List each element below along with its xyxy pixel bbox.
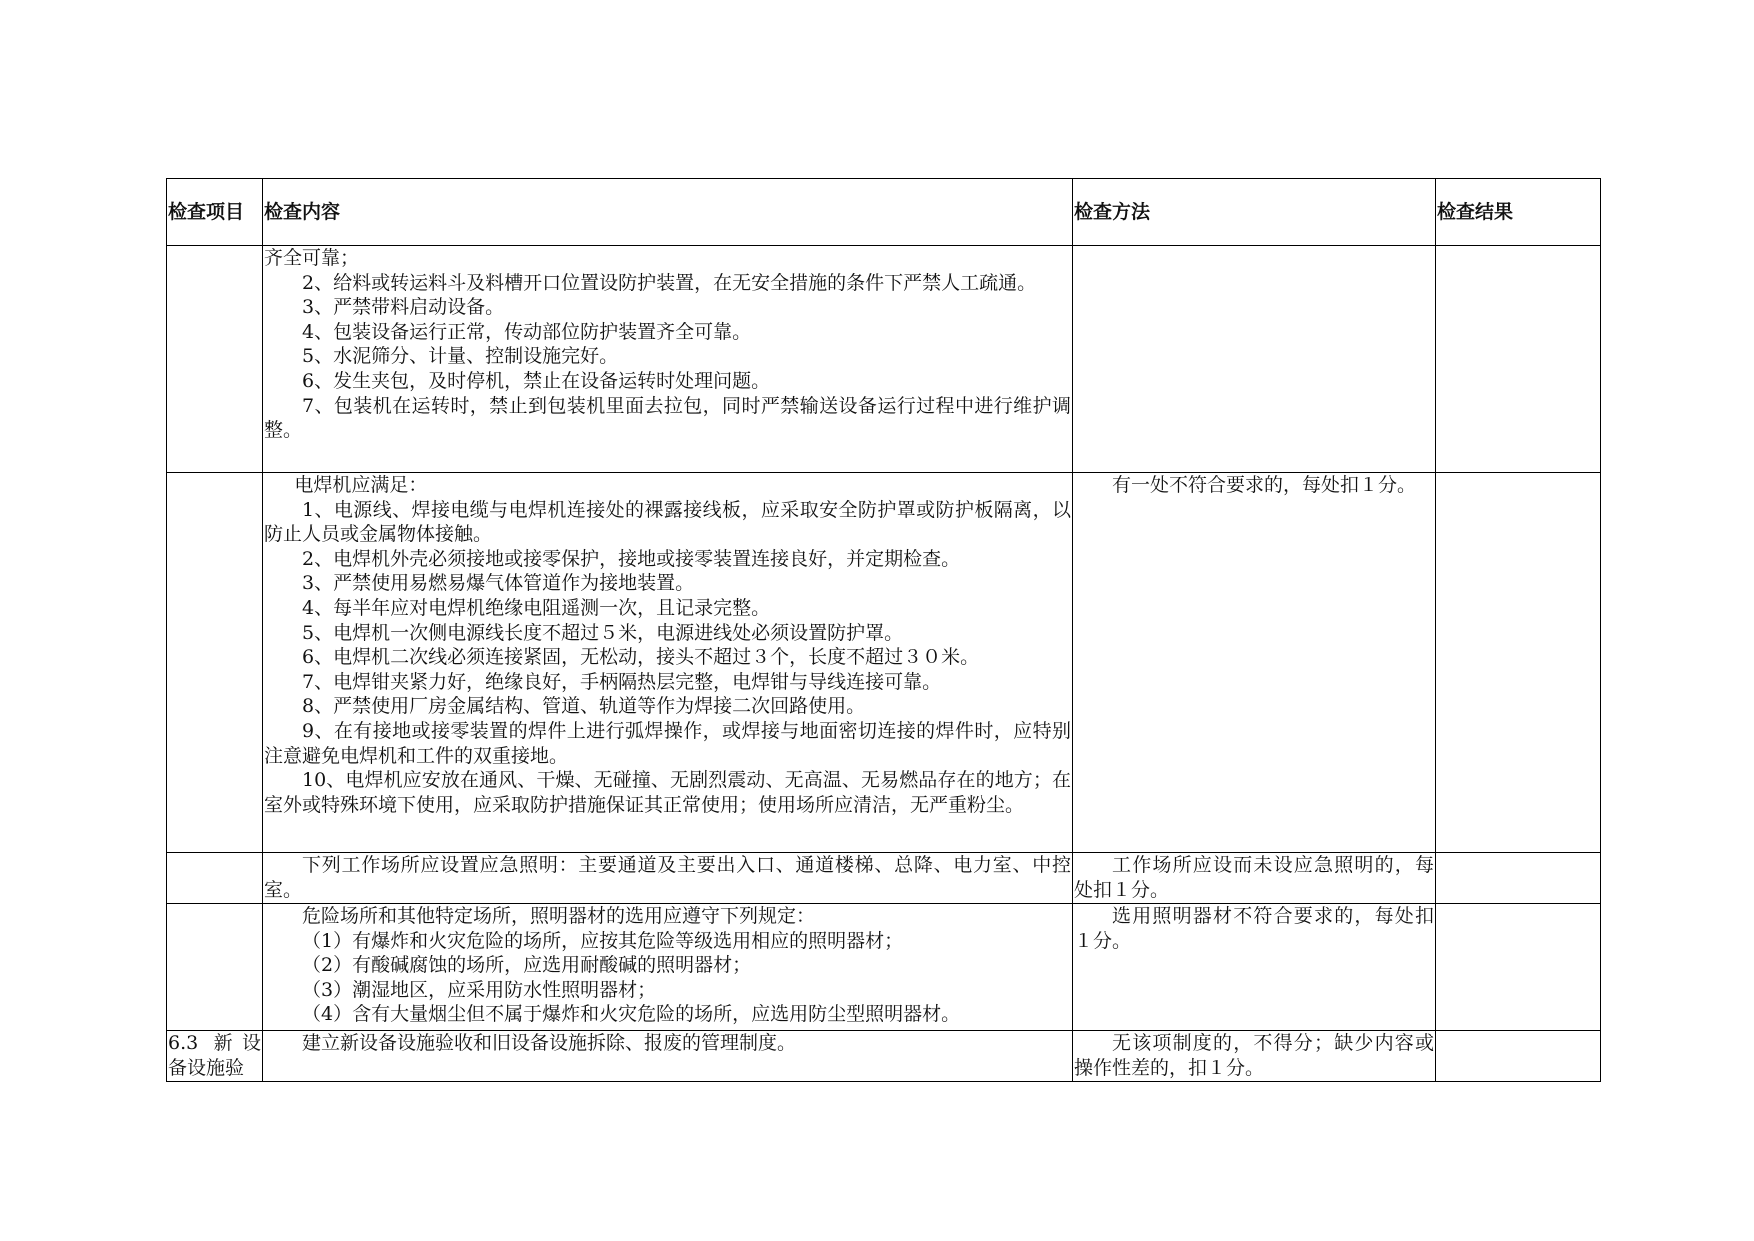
result-cell (1436, 246, 1601, 473)
method-cell (1073, 473, 1436, 853)
method-cell (1073, 246, 1436, 473)
result-cell (1436, 904, 1601, 1031)
content-line: 3、严禁使用易燃易爆气体管道作为接地装置。 (302, 572, 695, 595)
method-cell (1073, 853, 1436, 904)
method-text: 工作场所应设而未设应急照明的，每处扣１分。 (1074, 854, 1434, 901)
method-text: 无该项制度的，不得分；缺少内容或操作性差的，扣１分。 (1074, 1032, 1434, 1079)
header-method: 检查方法 (1073, 179, 1436, 246)
header-result: 检查结果 (1436, 179, 1601, 246)
content-line: 齐全可靠； (264, 247, 360, 269)
item-cell: 6.3 新设备设施验 (167, 1031, 263, 1082)
content-cell (263, 246, 1073, 473)
item-cell (167, 246, 263, 473)
content-line: （3）潮湿地区，应采用防水性照明器材； (302, 978, 657, 1001)
result-cell (1436, 853, 1601, 904)
content-line: 9、在有接地或接零装置的焊件上进行弧焊操作，或焊接与地面密切连接的焊件时，应特别注意避免电焊机和工件的双重接地。 (264, 719, 1071, 767)
method-cell (1073, 1031, 1436, 1082)
item-cell (167, 473, 263, 853)
content-cell (263, 904, 1073, 1031)
content-line: 4、包装设备运行正常，传动部位防护装置齐全可靠。 (302, 320, 752, 343)
table-row (167, 904, 1601, 1031)
table-row (167, 246, 1601, 473)
content-line: （2）有酸碱腐蚀的场所，应选用耐酸碱的照明器材； (302, 954, 752, 977)
content-line: 电焊机应满足： (294, 474, 428, 496)
content-line: 2、给料或转运料斗及料槽开口位置设防护装置，在无安全措施的条件下严禁人工疏通。 (302, 271, 1037, 294)
content-line: 5、水泥筛分、计量、控制设施完好。 (302, 345, 619, 368)
content-line: 7、包装机在运转时，禁止到包装机里面去拉包，同时严禁输送设备运行过程中进行维护调整。 (264, 394, 1071, 442)
content-line: （1）有爆炸和火灾危险的场所，应按其危险等级选用相应的照明器材； (302, 929, 904, 952)
content-line: 4、每半年应对电焊机绝缘电阻遥测一次，且记录完整。 (302, 596, 771, 619)
content-line: 3、严禁带料启动设备。 (302, 296, 505, 319)
inspection-table (166, 178, 1601, 1082)
content-cell (263, 1031, 1073, 1082)
content-line: 10、电焊机应安放在通风、干燥、无碰撞、无剧烈震动、无高温、无易燃品存在的地方；在室外或特殊环境下使用，应采取防护措施保证其正常使用；使用场所应清洁，无严重粉尘。 (264, 769, 1071, 816)
content-cell (263, 853, 1073, 904)
content-line: 8、严禁使用厂房金属结构、管道、轨道等作为焊接二次回路使用。 (302, 695, 866, 718)
header-item: 检查项目 (167, 179, 263, 246)
content-line: （4）含有大量烟尘但不属于爆炸和火灾危险的场所，应选用防尘型照明器材。 (302, 1003, 961, 1026)
content-line: 5、电焊机一次侧电源线长度不超过５米，电源进线处必须设置防护罩。 (302, 621, 904, 644)
content-line: 2、电焊机外壳必须接地或接零保护，接地或接零装置连接良好，并定期检查。 (302, 547, 961, 570)
method-text: 有一处不符合要求的，每处扣１分。 (1112, 474, 1417, 496)
method-cell (1073, 904, 1436, 1031)
content-line: 建立新设备设施验收和旧设备设施拆除、报废的管理制度。 (302, 1032, 797, 1054)
result-cell (1436, 1031, 1601, 1082)
table-row (167, 1031, 1601, 1082)
result-cell (1436, 473, 1601, 853)
header-content: 检查内容 (263, 179, 1073, 246)
table-row (167, 853, 1601, 904)
content-line: 6、发生夹包，及时停机，禁止在设备运转时处理问题。 (302, 369, 771, 392)
content-line: 1、电源线、焊接电缆与电焊机连接处的裸露接线板，应采取安全防护罩或防护板隔离，以防止人员或金属物体接触。 (264, 498, 1071, 546)
content-line: 下列工作场所应设置应急照明：主要通道及主要出入口、通道楼梯、总降、电力室、中控室。 (264, 854, 1071, 901)
table-row (167, 473, 1601, 853)
method-text: 选用照明器材不符合要求的，每处扣１分。 (1074, 905, 1434, 952)
content-cell (263, 473, 1073, 853)
content-line: 7、电焊钳夹紧力好，绝缘良好，手柄隔热层完整，电焊钳与导线连接可靠。 (302, 670, 942, 693)
content-line: 6、电焊机二次线必须连接紧固，无松动，接头不超过３个，长度不超过３０米。 (302, 646, 980, 669)
content-line: 危险场所和其他特定场所，照明器材的选用应遵守下列规定： (302, 905, 816, 927)
header-row (167, 179, 1601, 246)
item-cell (167, 904, 263, 1031)
item-cell (167, 853, 263, 904)
